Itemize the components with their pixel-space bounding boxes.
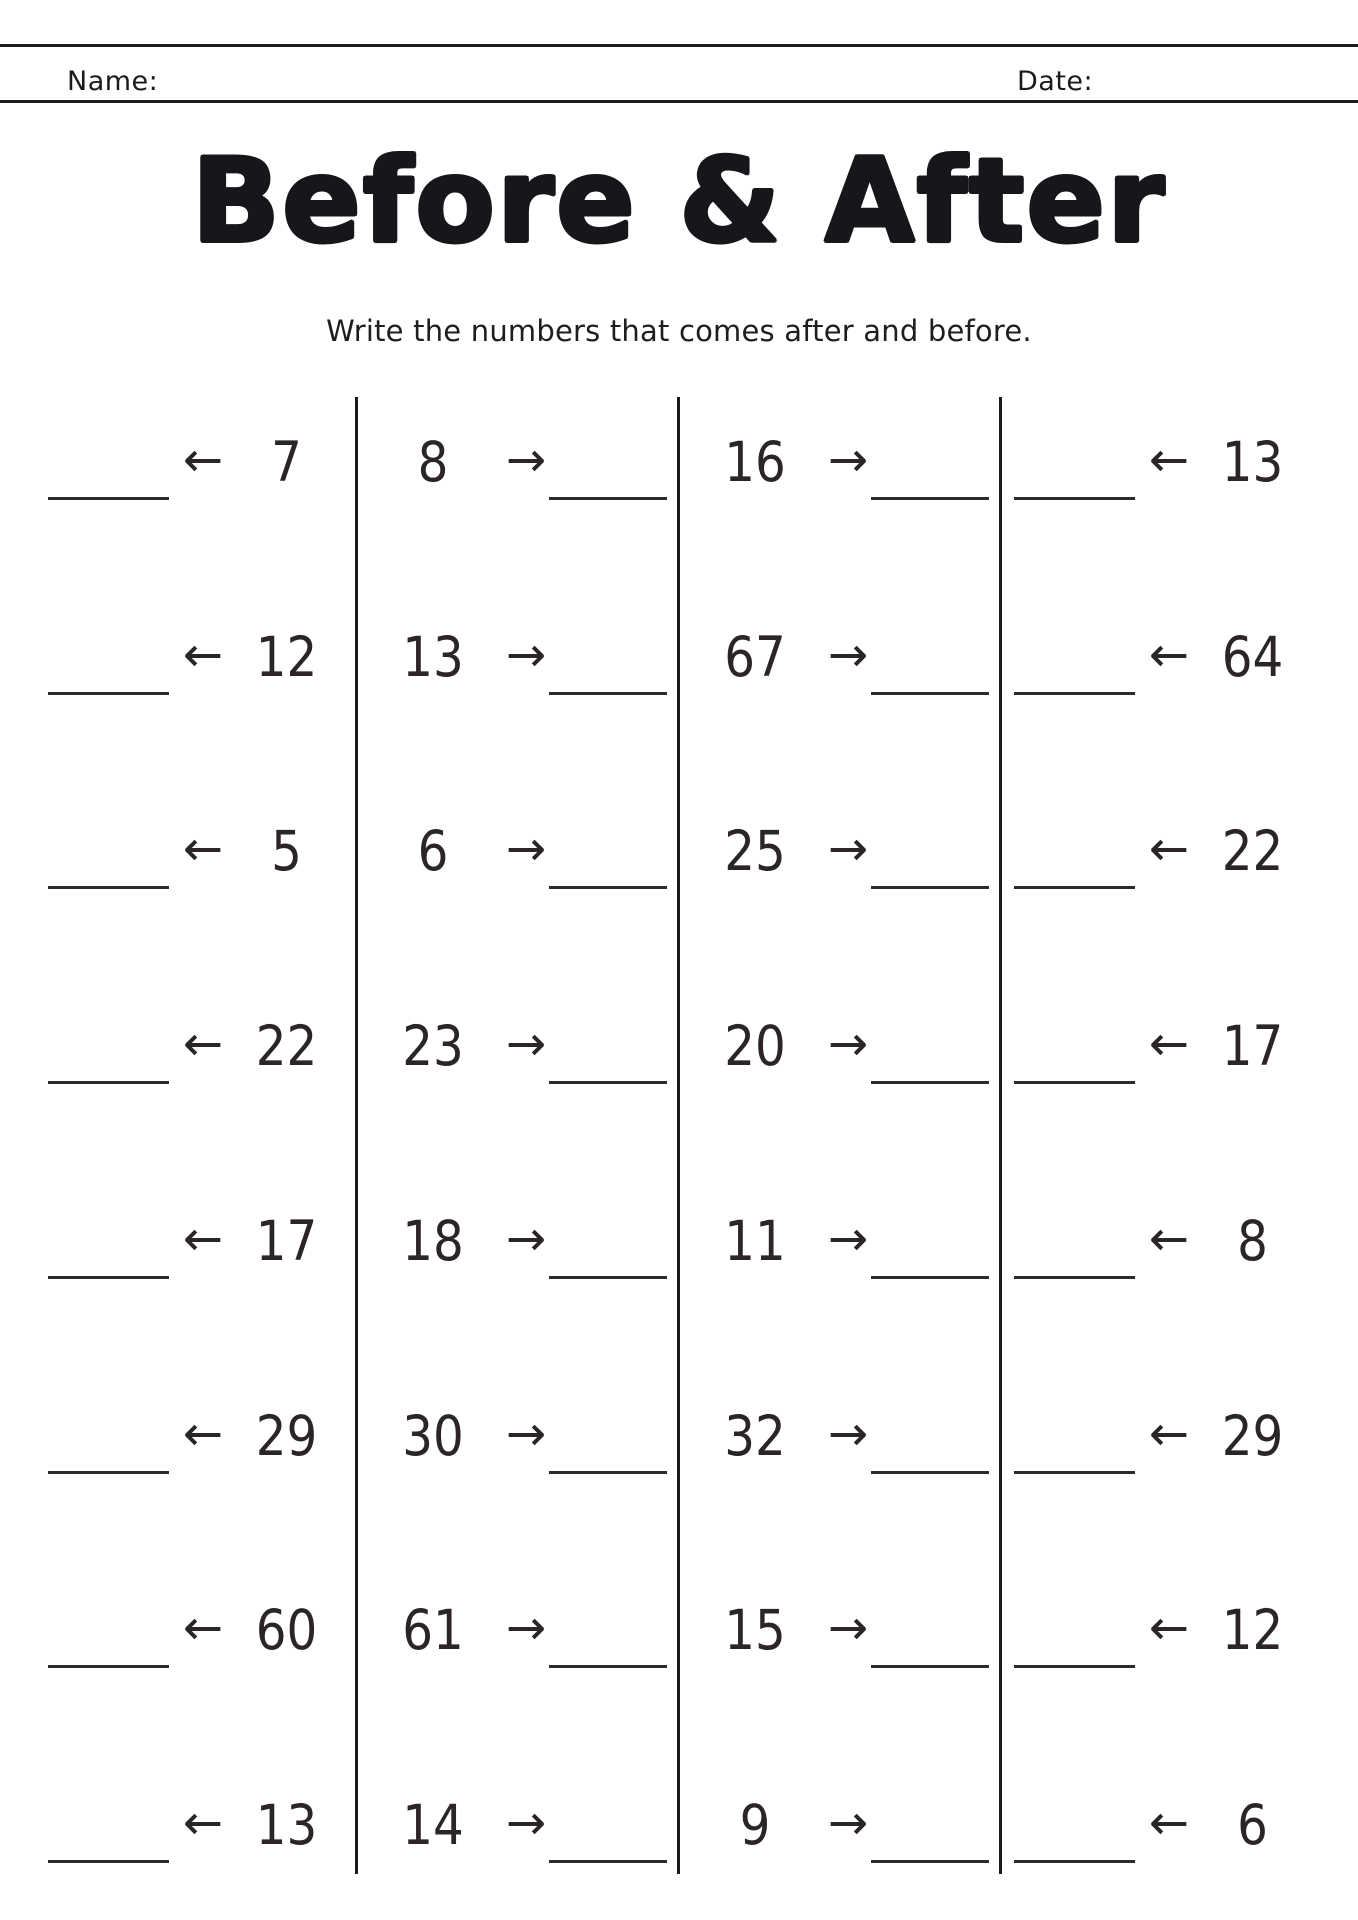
answer-blank[interactable] <box>549 1081 667 1084</box>
before-item <box>35 1598 357 1672</box>
after-item <box>679 1404 1001 1478</box>
given-number: 29 <box>1221 1404 1284 1468</box>
before-item <box>35 819 357 893</box>
before-item <box>1001 1793 1323 1867</box>
answer-blank[interactable] <box>549 1471 667 1474</box>
given-number: 25 <box>724 819 786 883</box>
right-arrow-icon: → <box>827 1211 869 1267</box>
after-item <box>357 625 679 699</box>
after-item <box>357 1014 679 1088</box>
before-item <box>1001 1209 1323 1283</box>
answer-blank[interactable] <box>48 1081 169 1084</box>
given-number: 14 <box>402 1793 464 1857</box>
given-number: 29 <box>255 1404 318 1468</box>
given-number: 23 <box>402 1014 464 1078</box>
given-number: 16 <box>724 430 786 494</box>
answer-blank[interactable] <box>871 692 989 695</box>
left-arrow-icon: ← <box>1148 821 1190 877</box>
right-arrow-icon: → <box>827 1016 869 1072</box>
after-item <box>357 819 679 893</box>
answer-blank[interactable] <box>1014 1081 1135 1084</box>
left-arrow-icon: ← <box>1148 1016 1190 1072</box>
problem-grid <box>35 397 1323 1874</box>
given-number: 12 <box>255 625 318 689</box>
answer-blank[interactable] <box>1014 497 1135 500</box>
left-arrow-icon: ← <box>1148 1406 1190 1462</box>
answer-blank[interactable] <box>1014 692 1135 695</box>
left-arrow-icon: ← <box>182 432 224 488</box>
left-arrow-icon: ← <box>182 1211 224 1267</box>
given-number: 13 <box>255 1793 318 1857</box>
before-item <box>1001 1598 1323 1672</box>
date-label: Date: <box>1017 66 1094 97</box>
answer-blank[interactable] <box>549 886 667 889</box>
after-item <box>679 1014 1001 1088</box>
left-arrow-icon: ← <box>1148 1600 1190 1656</box>
right-arrow-icon: → <box>827 627 869 683</box>
before-item <box>1001 1014 1323 1088</box>
right-arrow-icon: → <box>505 1406 547 1462</box>
after-item <box>679 625 1001 699</box>
left-arrow-icon: ← <box>1148 1211 1190 1267</box>
right-arrow-icon: → <box>505 821 547 877</box>
after-item <box>357 1404 679 1478</box>
given-number: 17 <box>1221 1014 1284 1078</box>
before-item <box>35 1404 357 1478</box>
problem-column-after <box>357 397 679 1874</box>
instructions-text: Write the numbers that comes after and before. <box>326 314 1032 348</box>
before-item <box>35 430 357 504</box>
answer-blank[interactable] <box>871 1471 989 1474</box>
page-title: Before & After <box>191 134 1167 269</box>
before-item <box>35 1014 357 1088</box>
answer-blank[interactable] <box>871 1860 989 1863</box>
left-arrow-icon: ← <box>182 1600 224 1656</box>
given-number: 9 <box>739 1793 771 1857</box>
given-number: 61 <box>402 1598 464 1662</box>
given-number: 32 <box>724 1404 786 1468</box>
given-number: 13 <box>1221 430 1284 494</box>
given-number: 20 <box>724 1014 786 1078</box>
given-number: 5 <box>271 819 302 883</box>
left-arrow-icon: ← <box>182 1795 224 1851</box>
right-arrow-icon: → <box>505 1211 547 1267</box>
name-label: Name: <box>67 66 159 97</box>
after-item <box>357 1209 679 1283</box>
right-arrow-icon: → <box>505 627 547 683</box>
answer-blank[interactable] <box>1014 1860 1135 1863</box>
answer-blank[interactable] <box>871 1665 989 1668</box>
before-item <box>1001 430 1323 504</box>
before-item <box>35 625 357 699</box>
left-arrow-icon: ← <box>182 1016 224 1072</box>
answer-blank[interactable] <box>48 1860 169 1863</box>
given-number: 6 <box>417 819 449 883</box>
answer-blank[interactable] <box>549 1665 667 1668</box>
before-item <box>35 1209 357 1283</box>
given-number: 15 <box>724 1598 786 1662</box>
right-arrow-icon: → <box>827 1795 869 1851</box>
right-arrow-icon: → <box>827 1406 869 1462</box>
answer-blank[interactable] <box>549 497 667 500</box>
right-arrow-icon: → <box>505 1600 547 1656</box>
before-item <box>35 1793 357 1867</box>
given-number: 12 <box>1221 1598 1284 1662</box>
answer-blank[interactable] <box>48 692 169 695</box>
given-number: 22 <box>1221 819 1284 883</box>
problem-column-after <box>679 397 1001 1874</box>
right-arrow-icon: → <box>827 1600 869 1656</box>
answer-blank[interactable] <box>871 1276 989 1279</box>
answer-blank[interactable] <box>48 1471 169 1474</box>
left-arrow-icon: ← <box>182 1406 224 1462</box>
after-item <box>679 1793 1001 1867</box>
before-item <box>1001 819 1323 893</box>
answer-blank[interactable] <box>871 886 989 889</box>
right-arrow-icon: → <box>505 1795 547 1851</box>
left-arrow-icon: ← <box>1148 627 1190 683</box>
given-number: 6 <box>1237 1793 1268 1857</box>
right-arrow-icon: → <box>827 821 869 877</box>
given-number: 13 <box>402 625 464 689</box>
given-number: 17 <box>255 1209 318 1273</box>
right-arrow-icon: → <box>505 432 547 488</box>
given-number: 67 <box>724 625 786 689</box>
given-number: 8 <box>1237 1209 1268 1273</box>
given-number: 7 <box>271 430 302 494</box>
answer-blank[interactable] <box>1014 886 1135 889</box>
after-item <box>679 819 1001 893</box>
after-item <box>679 1209 1001 1283</box>
answer-blank[interactable] <box>1014 1276 1135 1279</box>
answer-blank[interactable] <box>48 1665 169 1668</box>
answer-blank[interactable] <box>1014 1665 1135 1668</box>
answer-blank[interactable] <box>1014 1471 1135 1474</box>
answer-blank[interactable] <box>871 497 989 500</box>
answer-blank[interactable] <box>48 886 169 889</box>
answer-blank[interactable] <box>48 1276 169 1279</box>
after-item <box>357 1598 679 1672</box>
left-arrow-icon: ← <box>1148 432 1190 488</box>
header-rule-bottom <box>0 100 1358 103</box>
before-item <box>1001 1404 1323 1478</box>
header-rule-top <box>0 44 1358 47</box>
given-number: 11 <box>724 1209 786 1273</box>
after-item <box>357 1793 679 1867</box>
problem-column-before <box>1001 397 1323 1874</box>
answer-blank[interactable] <box>549 1860 667 1863</box>
left-arrow-icon: ← <box>182 821 224 877</box>
after-item <box>679 430 1001 504</box>
answer-blank[interactable] <box>871 1081 989 1084</box>
given-number: 22 <box>255 1014 318 1078</box>
answer-blank[interactable] <box>549 692 667 695</box>
given-number: 8 <box>417 430 449 494</box>
problem-column-before <box>35 397 357 1874</box>
left-arrow-icon: ← <box>182 627 224 683</box>
right-arrow-icon: → <box>827 432 869 488</box>
given-number: 60 <box>255 1598 318 1662</box>
answer-blank[interactable] <box>549 1276 667 1279</box>
answer-blank[interactable] <box>48 497 169 500</box>
given-number: 30 <box>402 1404 464 1468</box>
given-number: 64 <box>1221 625 1284 689</box>
given-number: 18 <box>402 1209 464 1273</box>
right-arrow-icon: → <box>505 1016 547 1072</box>
before-item <box>1001 625 1323 699</box>
left-arrow-icon: ← <box>1148 1795 1190 1851</box>
after-item <box>679 1598 1001 1672</box>
after-item <box>357 430 679 504</box>
